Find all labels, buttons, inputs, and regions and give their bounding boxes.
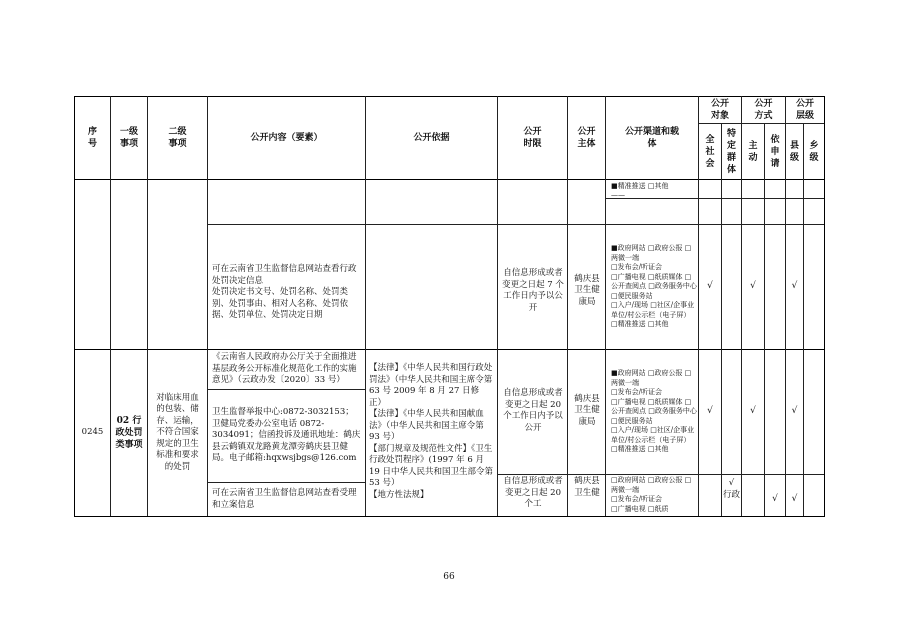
header-level1: 一级事项 xyxy=(119,127,138,149)
object-all-row-a: √ xyxy=(707,281,713,291)
level1-0245: 02 行政处罚类事项 xyxy=(115,416,143,450)
header-object-specific: 特定群体 xyxy=(726,128,736,175)
channel-dash: —— xyxy=(611,192,625,200)
header-time-limit: 公开时限 xyxy=(523,127,542,149)
content-0245-2: 卫生监督举报中心:0872-3032153；卫健局党委办公室电话 0872-3034091；信函投诉及通讯地址：鹤庆县云鹤镇双龙路黄龙潭旁鹤庆县卫健局。电子邮箱:hqxwsjbgs@126.com xyxy=(212,407,361,464)
basis-0245: 【法律】《中华人民共和国行政处罚法》（中华人民共和国主席令第 63 号 2009 年 8 月 27 日修正） 【法律】《中华人民共和国献血法》（中华人民共和国主席令第 93 号） 【部门规章及规范性文件】《卫生行政处罚程序》(1997 年 6 月 19 日中华人民共和国卫生部令第 53 号） 【地方性法规】 xyxy=(369,363,494,500)
mode-active-0245-1: √ xyxy=(750,406,756,416)
time-limit-0245-1: 自信息形成或者变更之日起 20 个工作日内予以公开 xyxy=(503,388,563,433)
header-object-group: 公开对象 xyxy=(710,99,729,121)
header-level-group: 公开层级 xyxy=(795,99,814,121)
header-mode-group: 公开方式 xyxy=(754,99,773,121)
level-county-0245-1: √ xyxy=(791,406,798,416)
header-basis: 公开依据 xyxy=(413,133,450,143)
header-level-town: 乡级 xyxy=(809,140,819,163)
content-0245-1: 《云南省人民政府办公厅关于全面推进基层政务公开标准化规范化工作的实施意见》（云政办发〔2020〕33 号） xyxy=(212,352,357,386)
channel-0245-1: ■政府网站 □政府公报 □两微一端 □发布会/听证会 □广播电视 □纸质媒体 □公开查阅点 □政务服务中心 □便民服务站 □入户/现场 □社区/企事业单位/村公示栏（电子屏） □精准推送 □其他 xyxy=(611,369,697,454)
header-object-all: 全社会 xyxy=(705,134,715,169)
level-county-0245-2: √ xyxy=(791,494,798,504)
time-limit-0245-2: 自信息形成或者变更之日起 20 个工 xyxy=(503,476,563,509)
header-level2: 二级事项 xyxy=(168,127,187,149)
subject-0245-2: 鹤庆县卫生健 xyxy=(574,476,600,498)
header-subject: 公开主体 xyxy=(577,127,596,149)
seq-0245: 0245 xyxy=(81,427,104,438)
object-all-0245-1: √ xyxy=(707,406,713,416)
header-mode-active: 主动 xyxy=(748,140,758,163)
header-seq: 序号 xyxy=(87,127,97,149)
mode-active-row-a: √ xyxy=(750,281,756,291)
time-limit-row-a: 自信息形成或者变更之日起 7 个工作日内予以公开 xyxy=(502,268,564,313)
subject-0245-1: 鹤庆县卫生健康局 xyxy=(574,393,600,427)
channel-partial: ■精准推送 □其他 xyxy=(611,182,669,190)
object-specific-0245-2: √ 行政 xyxy=(722,478,740,500)
header-channel: 公开渠道和载体 xyxy=(624,127,679,149)
mode-apply-0245-2: √ xyxy=(772,494,778,504)
channel-row-a: ■政府网站 □政府公报 □两微一端 □发布会/听证会 □广播电视 □纸质媒体 □公开查阅点 □政务服务中心 □便民服务站 □入户/现场 □社区/企事业单位/村公示栏（电子屏） □精准推送 □其他 xyxy=(611,244,697,329)
level2-0245: 对临床用血的包装、储存、运输，不符合国家规定的卫生标准和要求的处罚 xyxy=(156,392,199,472)
disclosure-table xyxy=(74,96,825,516)
header-mode-apply: 依申请 xyxy=(770,134,780,169)
content-row-a: 可在云南省卫生监督信息网站查看行政处罚决定信息 处罚决定书文号、处罚名称、处罚类别、处罚事由、相对人名称、处罚依据、处罚单位、处罚决定日期 xyxy=(212,264,357,321)
header-level-county: 县级 xyxy=(789,140,799,163)
header-content: 公开内容（要素） xyxy=(250,133,323,143)
level-county-row-a: √ xyxy=(791,281,798,291)
subject-row-a: 鹤庆县卫生健康局 xyxy=(574,273,600,307)
page-number: 66 xyxy=(443,572,455,582)
content-0245-3: 可在云南省卫生监督信息网站查看受理和立案信息 xyxy=(212,488,357,510)
channel-0245-2: □政府网站 □政府公报 □两微一端 □发布会/听证会 □广播电视 □纸质 xyxy=(611,476,692,513)
